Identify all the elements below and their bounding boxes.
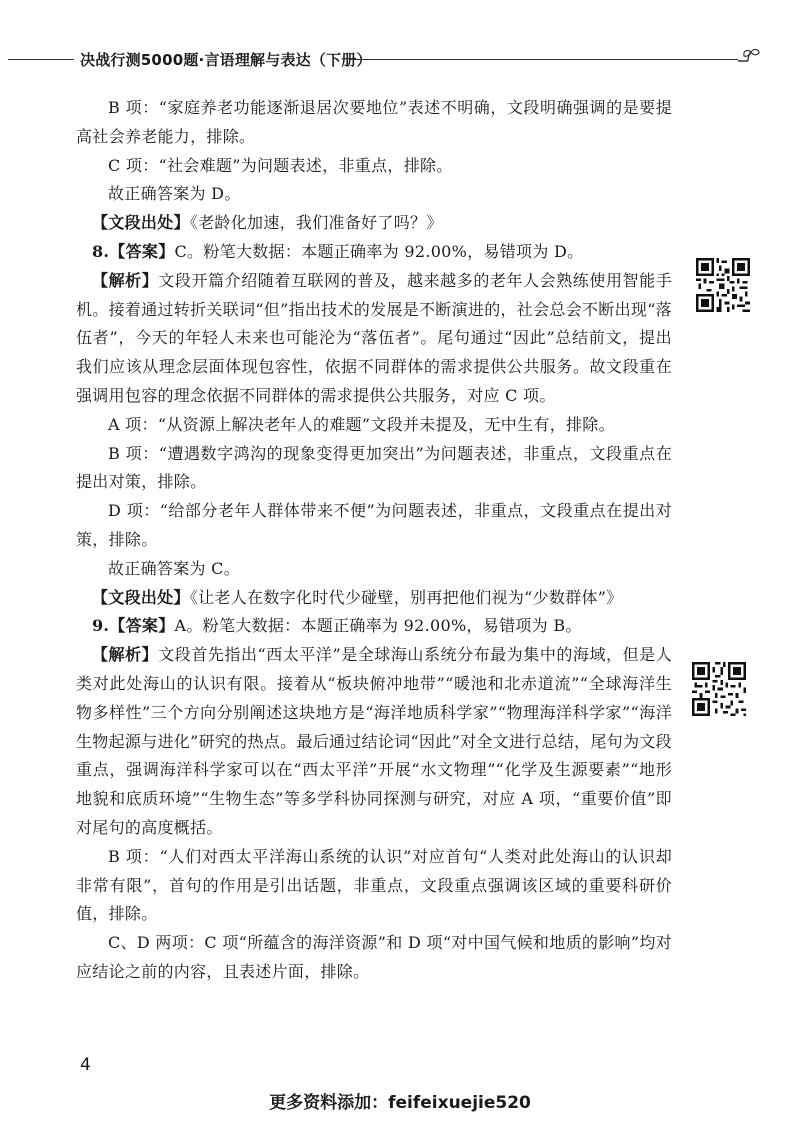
paragraph-text: C 项：“社会难题”为问题表述，非重点，排除。 xyxy=(108,155,453,175)
paragraph-text: 故正确答案为 D。 xyxy=(108,184,241,204)
qr-code-icon xyxy=(692,662,746,716)
analysis-tag: 【解析】 xyxy=(92,645,159,665)
sprout-icon xyxy=(736,48,762,72)
analysis-text: 文段首先指出“西太平洋”是全球海山系统分布最为集中的海域，但是人类对此处海山的认识有限。接着从“板块俯冲地带”“暖池和北赤道流”“全球海洋生物多样性”三个方向分别阐述这块地方是“海洋地质科学家”“物理海洋科学家”“海洋生物起源与进化”研究的热点。最后通过结论词“因此”对全文进行总结，尾句为文段重点，强调海洋科学家可以在“西太平洋”开展“水文物理”“化学及生源要素”“地形地貌和底质环境”“生物生态”等多学科协同探测与研究，对应 A 项，“重要价值”即对尾句的高度概括。 xyxy=(76,645,672,837)
answer-line xyxy=(76,612,672,641)
answer-tag: 8.【答案】 xyxy=(92,241,175,261)
answer-tag: 9.【答案】 xyxy=(92,616,175,636)
analysis-text: 文段开篇介绍随着互联网的普及，越来越多的老年人会熟练使用智能手机。接着通过转折关联词“但”指出技术的发展是不断演进的，社会总会不断出现“落伍者”，今天的年轻人未来也可能沦为“落伍者”。尾句通过“因此”总结前文，提出我们应该从理念层面体现包容性，依据不同群体的需求提供公共服务。故文段重在强调用包容的理念依据不同群体的需求提供公共服务，对应 C 项。 xyxy=(76,270,672,405)
paragraph xyxy=(76,440,672,498)
paragraph xyxy=(76,555,672,584)
paragraph xyxy=(76,411,672,440)
answer-text: A。粉笔大数据：本题正确率为 92.00%，易错项为 B。 xyxy=(174,616,582,636)
paragraph xyxy=(76,180,672,209)
paragraph xyxy=(76,94,672,152)
page-content xyxy=(76,94,672,987)
header-title: 决战行测5000题·言语理解与表达（下册） xyxy=(80,51,372,69)
page-number: 4 xyxy=(80,1055,91,1075)
answer-line xyxy=(76,238,672,267)
paragraph-text: B 项：“家庭养老功能逐渐退居次要地位”表述不明确，文段明确强调的是要提高社会养老能力，排除。 xyxy=(76,98,672,146)
paragraph xyxy=(76,497,672,555)
paragraph-text: B 项：“人们对西太平洋海山系统的认识”对应首句“人类对此处海山的认识却非常有限”，首句的作用是引出话题，非重点，文段重点强调该区域的重要科研价值，排除。 xyxy=(76,846,672,924)
paragraph-text: 故正确答案为 C。 xyxy=(108,558,241,578)
source-citation xyxy=(76,584,672,613)
paragraph-text: B 项：“遭遇数字鸿沟的现象变得更加突出”为问题表述，非重点，文段重点在提出对策，排除。 xyxy=(76,443,672,492)
source-tag: 【文段出处】 xyxy=(92,213,190,233)
paragraph xyxy=(76,152,672,181)
source-text: 《让老人在数字化时代少碰壁，别再把他们视为“少数群体”》 xyxy=(189,587,623,607)
source-text: 《老龄化加速，我们准备好了吗？》 xyxy=(189,213,443,233)
paragraph-text: A 项：“从资源上解决老年人的难题”文段并未提及，无中生有，排除。 xyxy=(108,414,615,434)
source-citation xyxy=(76,209,672,238)
paragraph-text: D 项：“给部分老年人群体带来不便”为问题表述，非重点，文段重点在提出对策，排除。 xyxy=(76,501,672,549)
header-rule-left xyxy=(8,59,74,60)
analysis-paragraph xyxy=(76,641,672,843)
source-tag: 【文段出处】 xyxy=(92,587,190,607)
paragraph xyxy=(76,929,672,987)
paragraph xyxy=(76,843,672,929)
answer-text: C。粉笔大数据：本题正确率为 92.00%，易错项为 D。 xyxy=(174,241,584,261)
header-rule-right xyxy=(350,59,738,60)
analysis-tag: 【解析】 xyxy=(92,270,159,290)
qr-code-icon xyxy=(696,258,750,312)
running-header xyxy=(0,46,800,74)
analysis-paragraph xyxy=(76,267,672,411)
paragraph-text: C、D 两项：C 项“所蕴含的海洋资源”和 D 项“对中国气候和地质的影响”均对应结论之前的内容，且表述片面，排除。 xyxy=(76,933,672,981)
footer-note: 更多资料添加：feifeixuejie520 xyxy=(269,1093,531,1113)
